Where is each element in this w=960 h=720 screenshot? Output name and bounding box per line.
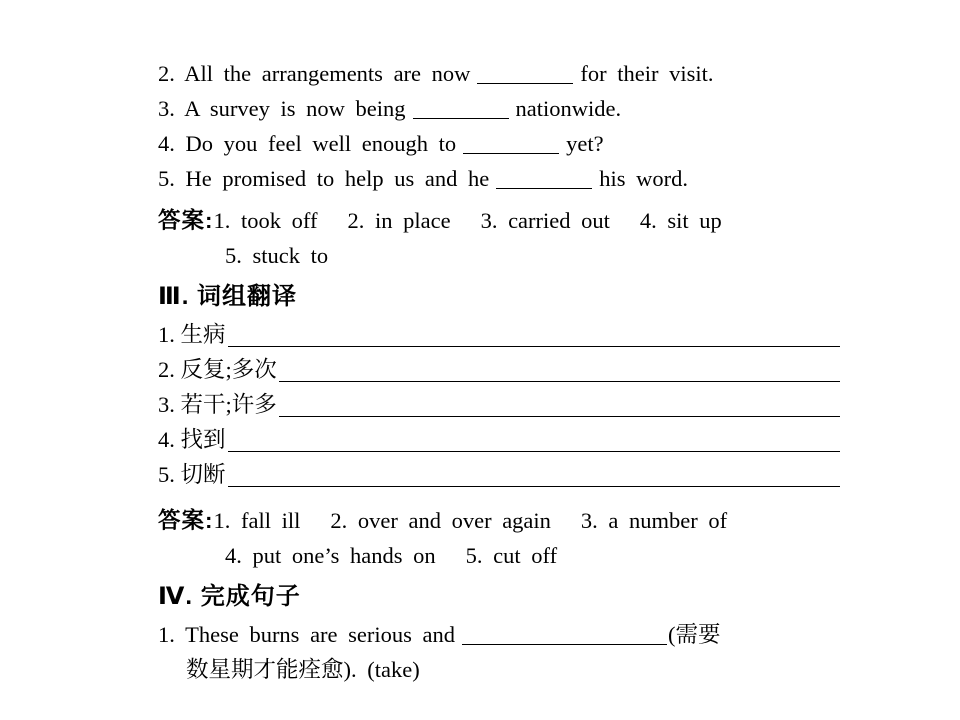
phrase-row-4: [158, 422, 840, 457]
phrase-row-3: [158, 387, 840, 422]
fill-in-item-3: [158, 91, 840, 126]
answer-item: 2. in place: [347, 208, 451, 233]
phrase-label: 5. 切断: [158, 462, 226, 487]
answer-item: 4. put one’s hands on: [225, 543, 436, 568]
answer-item: 3. a number of: [580, 508, 728, 533]
sentence-pre: 4. Do you feel well enough to: [158, 131, 457, 156]
blank-underline: [463, 153, 559, 154]
fill-in-item-5: [158, 161, 840, 196]
blank-underline-long: [462, 644, 667, 645]
sentence-post: yet?: [566, 131, 604, 156]
blank-underline: [413, 118, 509, 119]
answers-row-continuation: [158, 538, 840, 573]
phrase-label: 3. 若干;许多: [158, 392, 277, 417]
answer-rule-line: [279, 416, 840, 417]
blank-underline: [477, 83, 573, 84]
sentence-post: for their visit.: [580, 61, 714, 86]
answer-item: 1. fall ill: [213, 508, 301, 533]
answers-row-continuation: [158, 238, 840, 273]
phrase-label: 1. 生病: [158, 322, 226, 347]
phrase-row-1: [158, 317, 840, 352]
section-heading-complete-sentences: Ⅳ. 完成句子: [158, 583, 301, 610]
sentence-pre: 2. All the arrangements are now: [158, 61, 471, 86]
phrase-row-5: [158, 457, 840, 492]
sentence-pre: 3. A survey is now being: [158, 96, 406, 121]
complete-sentence-continuation: 数星期才能痊愈). (take): [186, 657, 420, 682]
sentence-pre: 5. He promised to help us and he: [158, 166, 490, 191]
answer-item: 2. over and over again: [330, 508, 551, 533]
answers-block-1: [158, 203, 840, 273]
answers-block-2: [158, 503, 840, 573]
answers-row: [158, 503, 840, 538]
answer-item: 5. cut off: [465, 543, 558, 568]
answers-row: [158, 203, 840, 238]
answers-label: 答案:: [158, 508, 214, 533]
answer-item: 1. took off: [213, 208, 318, 233]
blank-underline: [496, 188, 592, 189]
fill-in-item-4: [158, 126, 840, 161]
phrase-label: 2. 反复;多次: [158, 357, 277, 382]
sentence-post: nationwide.: [515, 96, 622, 121]
sentence-post: his word.: [599, 166, 688, 191]
answer-item: 4. sit up: [639, 208, 722, 233]
complete-sentence-item: [158, 617, 840, 652]
phrase-row-2: [158, 352, 840, 387]
answer-rule-line: [228, 346, 840, 347]
answer-rule-line: [228, 486, 840, 487]
fill-in-item-2: [158, 56, 840, 91]
answers-label: 答案:: [158, 208, 214, 233]
answer-item: 3. carried out: [480, 208, 610, 233]
answer-item: 5. stuck to: [225, 243, 329, 268]
answer-rule-line: [228, 451, 840, 452]
sentence-post: (需要: [668, 622, 721, 647]
answer-rule-line: [279, 381, 840, 382]
section-heading-phrase-translation: Ⅲ. 词组翻译: [158, 283, 298, 310]
sentence-pre: 1. These burns are serious and: [158, 622, 456, 647]
phrase-label: 4. 找到: [158, 427, 226, 452]
